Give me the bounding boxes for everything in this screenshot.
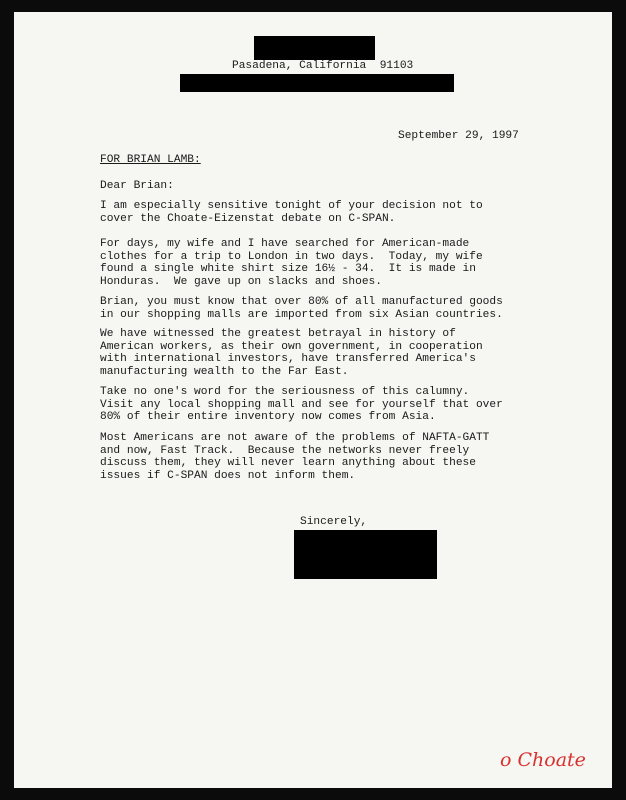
body-line: Honduras. We gave up on slacks and shoes. [100,275,382,288]
body-line: manufacturing wealth to the Far East. [100,365,349,378]
address-line: Pasadena, California 91103 [232,60,414,72]
body-line: issues if C-SPAN does not inform them. [100,469,356,482]
body-line: and now, Fast Track. Because the networks never freely [100,444,470,457]
body-line: For days, my wife and I have searched for American-made [100,238,470,250]
body-line: We have witnessed the greatest betrayal in history of [100,328,456,340]
body-line: cover the Choate-Eizenstat debate on C-SPAN. [100,212,396,225]
body-paragraph [100,200,483,225]
body-paragraph [100,296,503,321]
body-paragraph [100,386,503,424]
body-line: 80% of their entire inventory now comes from Asia. [100,411,436,423]
body-paragraph [100,432,489,482]
body-paragraph [100,238,483,288]
handwritten-note [496,740,606,780]
body-line: American workers, as their own government, in cooperation [100,340,483,353]
closing: Sincerely, [300,516,368,528]
redacted-name [254,36,375,60]
body-line: found a single white shirt size 16½ - 34. It is made in [100,263,476,275]
body-line: Brian, you must know that over 80% of all manufactured goods [100,296,503,308]
body-line: discuss them, they will never learn anything about these [100,457,476,469]
letter-page [14,12,612,788]
body-paragraph [100,328,483,378]
body-line: Most Americans are not aware of the problems of NAFTA-GATT [100,432,490,444]
body-line: with international investors, have transferred America's [100,353,476,365]
redacted-signature [294,530,437,579]
salutation: Dear Brian: [100,180,174,192]
body-line: Take no one's word for the seriousness of this calumny. [100,386,470,398]
body-line: in our shopping malls are imported from six Asian countries. [100,308,503,321]
letter-date: September 29, 1997 [398,130,519,142]
redacted-address [180,74,454,92]
body-line: I am especially sensitive tonight of your decision not to [100,200,483,212]
recipient-line: FOR BRIAN LAMB: [100,154,201,166]
handwritten-note-text: o Choate [500,749,586,771]
body-line: Visit any local shopping mall and see for yourself that over [100,398,503,411]
body-line: clothes for a trip to London in two days. Today, my wife [100,250,483,263]
